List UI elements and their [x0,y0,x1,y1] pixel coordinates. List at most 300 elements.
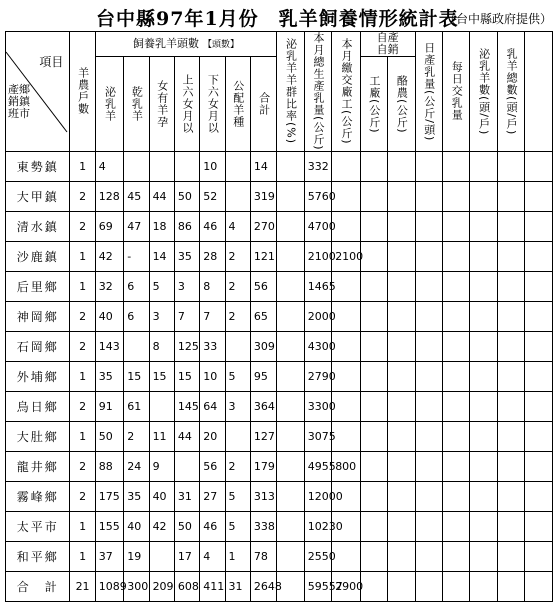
cell-empty [525,391,553,421]
cell-over-six [174,451,199,481]
cell-farms: 2 [70,481,95,511]
cell-empty [388,481,415,511]
cell-empty [443,241,470,271]
cell-factory: 2900 [332,571,361,601]
region-name: 清水鎮 [6,211,70,241]
cell-bucks: 2 [225,301,250,331]
table-row [6,361,553,391]
cell-empty [388,151,415,181]
cell-empty [525,271,553,301]
cell-over-six: 50 [174,511,199,541]
cell-empty [470,421,497,451]
region-name: 龍井鄉 [6,451,70,481]
cell-farms: 1 [70,271,95,301]
cell-ratio [277,181,304,211]
cell-pregnant: 42 [149,511,174,541]
cell-pregnant: 8 [149,331,174,361]
cell-pregnant: 209 [149,571,174,601]
cell-over-six: 86 [174,211,199,241]
cell-empty [497,301,524,331]
cell-bucks: 1 [225,541,250,571]
header-farm-households: 羊農戶數 [70,32,95,152]
cell-empty [415,541,442,571]
cell-farms: 21 [70,571,95,601]
cell-over-six: 125 [174,331,199,361]
cell-empty [497,391,524,421]
cell-dry: 300 [124,571,149,601]
cell-total: 95 [250,361,276,391]
cell-under-six: 8 [200,271,225,301]
cell-total: 127 [250,421,276,451]
cell-dry: 19 [124,541,149,571]
cell-empty [388,541,415,571]
cell-empty [415,331,442,361]
cell-empty [443,181,470,211]
cell-empty [415,271,442,301]
cell-production: 2100 [304,241,331,271]
cell-total: 309 [250,331,276,361]
cell-total: 179 [250,451,276,481]
cell-farms: 1 [70,421,95,451]
header-blank [525,32,553,152]
cell-dry: 6 [124,271,149,301]
cell-production: 12000 [304,481,331,511]
cell-empty [388,361,415,391]
cell-bucks [225,421,250,451]
cell-empty [360,391,387,421]
cell-production: 1465 [304,271,331,301]
cell-empty [415,361,442,391]
cell-empty [443,571,470,601]
cell-ratio [277,271,304,301]
cell-farms: 1 [70,511,95,541]
cell-lactating: 175 [95,481,124,511]
header-bucks: 公配羊種 [225,57,250,152]
cell-empty [388,571,415,601]
cell-empty [470,181,497,211]
cell-empty [497,211,524,241]
cell-ratio [277,331,304,361]
header-over-six-months: 上六女月以 [174,57,199,152]
header-self-sales: 自產自銷 [360,32,415,57]
cell-total: 313 [250,481,276,511]
cell-farms: 2 [70,301,95,331]
cell-empty [360,271,387,301]
cell-lactating: 40 [95,301,124,331]
header-self-farmer: 酪農(公斤) [388,57,415,152]
cell-empty [360,241,387,271]
cell-empty [525,451,553,481]
cell-empty [470,541,497,571]
cell-total: 78 [250,541,276,571]
header-goats-group: 飼養乳羊頭數 【頭數】 [95,32,277,57]
cell-pregnant [149,151,174,181]
cell-empty [443,511,470,541]
header-dry: 乾乳羊 [124,57,149,152]
header-daily-delivery: 每日交乳量 [443,32,470,152]
cell-over-six: 7 [174,301,199,331]
cell-ratio [277,211,304,241]
cell-empty [443,271,470,301]
cell-empty [443,421,470,451]
region-name: 大甲鎮 [6,181,70,211]
table-row [6,511,553,541]
cell-empty [470,211,497,241]
region-name: 沙鹿鎮 [6,241,70,271]
cell-under-six: 46 [200,511,225,541]
cell-under-six: 33 [200,331,225,361]
cell-empty [470,331,497,361]
cell-under-six: 7 [200,301,225,331]
region-name: 烏日鄉 [6,391,70,421]
header-daily-per-head: 日產乳量(公斤/頭) [415,32,442,152]
header-lactation-ratio: 泌乳羊羊群比率(%) [277,32,304,152]
cell-production: 2000 [304,301,331,331]
cell-empty [525,181,553,211]
cell-production: 332 [304,151,331,181]
table-row [6,331,553,361]
cell-empty [415,151,442,181]
cell-empty [525,361,553,391]
region-name: 石岡鄉 [6,331,70,361]
cell-empty [525,301,553,331]
cell-dry: 35 [124,481,149,511]
cell-empty [497,331,524,361]
cell-farms: 2 [70,331,95,361]
cell-bucks: 5 [225,511,250,541]
cell-bucks: 2 [225,451,250,481]
cell-farms: 2 [70,211,95,241]
cell-empty [415,301,442,331]
cell-empty [443,481,470,511]
cell-production: 59557 [304,571,331,601]
cell-bucks: 5 [225,361,250,391]
source-note: （台中縣政府提供） [443,12,552,26]
cell-dry: 47 [124,211,149,241]
cell-ratio [277,151,304,181]
cell-under-six: 20 [200,421,225,451]
cell-over-six: 145 [174,391,199,421]
cell-dry: 6 [124,301,149,331]
cell-empty [415,391,442,421]
cell-over-six: 3 [174,271,199,301]
cell-lactating: 88 [95,451,124,481]
cell-empty [497,271,524,301]
cell-empty [525,571,553,601]
cell-farms: 2 [70,391,95,421]
cell-empty [525,211,553,241]
cell-empty [443,451,470,481]
cell-over-six: 44 [174,421,199,451]
cell-pregnant: 18 [149,211,174,241]
cell-over-six: 35 [174,241,199,271]
cell-empty [415,451,442,481]
cell-farms: 1 [70,151,95,181]
cell-production: 4955 [304,451,331,481]
cell-total: 270 [250,211,276,241]
cell-bucks: 2 [225,241,250,271]
region-name: 合 計 [6,571,70,601]
cell-under-six: 411 [200,571,225,601]
header-goat-total: 合計 [250,57,276,152]
region-name: 外埔鄉 [6,361,70,391]
cell-empty [443,361,470,391]
cell-pregnant: 3 [149,301,174,331]
cell-pregnant: 15 [149,361,174,391]
cell-empty [388,451,415,481]
cell-empty [525,421,553,451]
cell-empty [497,421,524,451]
cell-empty [388,511,415,541]
cell-farms: 1 [70,361,95,391]
cell-factory [332,151,361,181]
corner-region-label: 產鄉 銷鎮 班市 [8,83,30,121]
cell-under-six: 46 [200,211,225,241]
cell-bucks: 5 [225,481,250,511]
cell-empty [443,211,470,241]
cell-empty [360,361,387,391]
cell-total: 121 [250,241,276,271]
cell-under-six: 56 [200,451,225,481]
cell-production: 4700 [304,211,331,241]
cell-bucks: 4 [225,211,250,241]
table-row [6,421,553,451]
cell-ratio [277,391,304,421]
cell-empty [470,241,497,271]
cell-empty [360,181,387,211]
cell-pregnant: 40 [149,481,174,511]
title-bar [0,2,560,32]
region-name: 和平鄉 [6,541,70,571]
cell-production: 3075 [304,421,331,451]
cell-dry: 24 [124,451,149,481]
cell-lactating: 42 [95,241,124,271]
cell-empty [470,481,497,511]
region-name: 太平市 [6,511,70,541]
cell-farms: 1 [70,241,95,271]
cell-over-six: 31 [174,481,199,511]
cell-dry: 45 [124,181,149,211]
cell-empty [360,541,387,571]
cell-factory [332,541,361,571]
table-row [6,271,553,301]
cell-empty [470,151,497,181]
table-row [6,241,553,271]
cell-production: 2790 [304,361,331,391]
cell-over-six: 15 [174,361,199,391]
cell-empty [415,571,442,601]
cell-empty [415,211,442,241]
cell-empty [497,241,524,271]
cell-dry: 15 [124,361,149,391]
cell-lactating: 35 [95,361,124,391]
header-monthly-production: 本月總生產乳量(公斤) [304,32,331,152]
cell-empty [497,541,524,571]
cell-lactating: 128 [95,181,124,211]
cell-pregnant: 9 [149,451,174,481]
cell-empty [388,391,415,421]
cell-ratio [277,241,304,271]
cell-under-six: 28 [200,241,225,271]
cell-factory [332,421,361,451]
cell-empty [443,391,470,421]
cell-empty [470,571,497,601]
cell-ratio [277,541,304,571]
cell-under-six: 27 [200,481,225,511]
region-name: 后里鄉 [6,271,70,301]
cell-dry: 2 [124,421,149,451]
corner-header [6,32,70,152]
cell-empty [360,211,387,241]
cell-empty [443,301,470,331]
cell-ratio [277,421,304,451]
cell-factory [332,391,361,421]
cell-empty [415,181,442,211]
cell-lactating: 4 [95,151,124,181]
cell-total: 65 [250,301,276,331]
cell-pregnant: 5 [149,271,174,301]
cell-total: 2648 [250,571,276,601]
cell-factory [332,361,361,391]
cell-production: 3300 [304,391,331,421]
cell-dry [124,151,149,181]
cell-empty [525,151,553,181]
table-row [6,211,553,241]
cell-pregnant: 11 [149,421,174,451]
table-row [6,481,553,511]
cell-production: 2550 [304,541,331,571]
cell-empty [360,571,387,601]
cell-empty [497,511,524,541]
cell-empty [470,271,497,301]
cell-empty [525,481,553,511]
cell-lactating: 69 [95,211,124,241]
cell-empty [360,481,387,511]
cell-factory [332,301,361,331]
cell-total: 338 [250,511,276,541]
cell-total: 319 [250,181,276,211]
totals-row [6,571,553,601]
cell-farms: 2 [70,181,95,211]
cell-factory [332,211,361,241]
cell-empty [497,181,524,211]
region-name: 大肚鄉 [6,421,70,451]
cell-over-six [174,151,199,181]
cell-over-six: 50 [174,181,199,211]
cell-under-six: 52 [200,181,225,211]
cell-farms: 2 [70,451,95,481]
cell-production: 4300 [304,331,331,361]
cell-bucks [225,331,250,361]
cell-bucks [225,181,250,211]
header-under-six-months: 下六女月以 [200,57,225,152]
cell-factory [332,331,361,361]
cell-empty [525,511,553,541]
cell-bucks: 2 [225,271,250,301]
header-total-goats: 乳羊總數(頭/戶) [497,32,524,152]
cell-under-six: 4 [200,541,225,571]
cell-pregnant: 14 [149,241,174,271]
cell-total: 364 [250,391,276,421]
table-row [6,391,553,421]
cell-empty [443,541,470,571]
cell-empty [388,181,415,211]
cell-empty [360,301,387,331]
cell-lactating: 32 [95,271,124,301]
cell-factory: 2100 [332,241,361,271]
cell-ratio [277,301,304,331]
header-pregnant: 女有羊孕 [149,57,174,152]
cell-empty [470,511,497,541]
cell-production: 5760 [304,181,331,211]
cell-over-six: 17 [174,541,199,571]
cell-pregnant [149,541,174,571]
header-lactating: 泌乳羊 [95,57,124,152]
cell-empty [388,271,415,301]
cell-empty [497,451,524,481]
cell-lactating: 91 [95,391,124,421]
statistics-table [5,31,553,602]
cell-farms: 1 [70,541,95,571]
cell-lactating: 1089 [95,571,124,601]
cell-dry [124,331,149,361]
cell-empty [497,151,524,181]
cell-dry: 61 [124,391,149,421]
cell-bucks: 3 [225,391,250,421]
cell-empty [415,421,442,451]
cell-empty [415,241,442,271]
cell-empty [388,211,415,241]
cell-empty [497,361,524,391]
header-factory-delivery: 本月繳交廠工(公斤) [332,32,361,152]
cell-empty [525,541,553,571]
table-row [6,541,553,571]
cell-under-six: 10 [200,151,225,181]
cell-lactating: 143 [95,331,124,361]
cell-ratio [277,361,304,391]
cell-ratio [277,511,304,541]
cell-ratio [277,481,304,511]
table-row [6,301,553,331]
cell-empty [415,511,442,541]
cell-empty [388,421,415,451]
cell-empty [497,571,524,601]
table-row [6,181,553,211]
cell-empty [470,361,497,391]
region-name: 東勢鎮 [6,151,70,181]
cell-bucks [225,151,250,181]
cell-factory [332,181,361,211]
cell-total: 56 [250,271,276,301]
cell-empty [525,331,553,361]
cell-over-six: 608 [174,571,199,601]
cell-total: 14 [250,151,276,181]
cell-lactating: 37 [95,541,124,571]
cell-under-six: 64 [200,391,225,421]
cell-pregnant: 44 [149,181,174,211]
cell-empty [360,511,387,541]
cell-dry: 40 [124,511,149,541]
cell-empty [470,451,497,481]
cell-bucks: 31 [225,571,250,601]
cell-dry: - [124,241,149,271]
cell-ratio [277,451,304,481]
cell-under-six: 10 [200,361,225,391]
cell-empty [470,391,497,421]
cell-empty [388,331,415,361]
cell-empty [443,331,470,361]
cell-lactating: 155 [95,511,124,541]
